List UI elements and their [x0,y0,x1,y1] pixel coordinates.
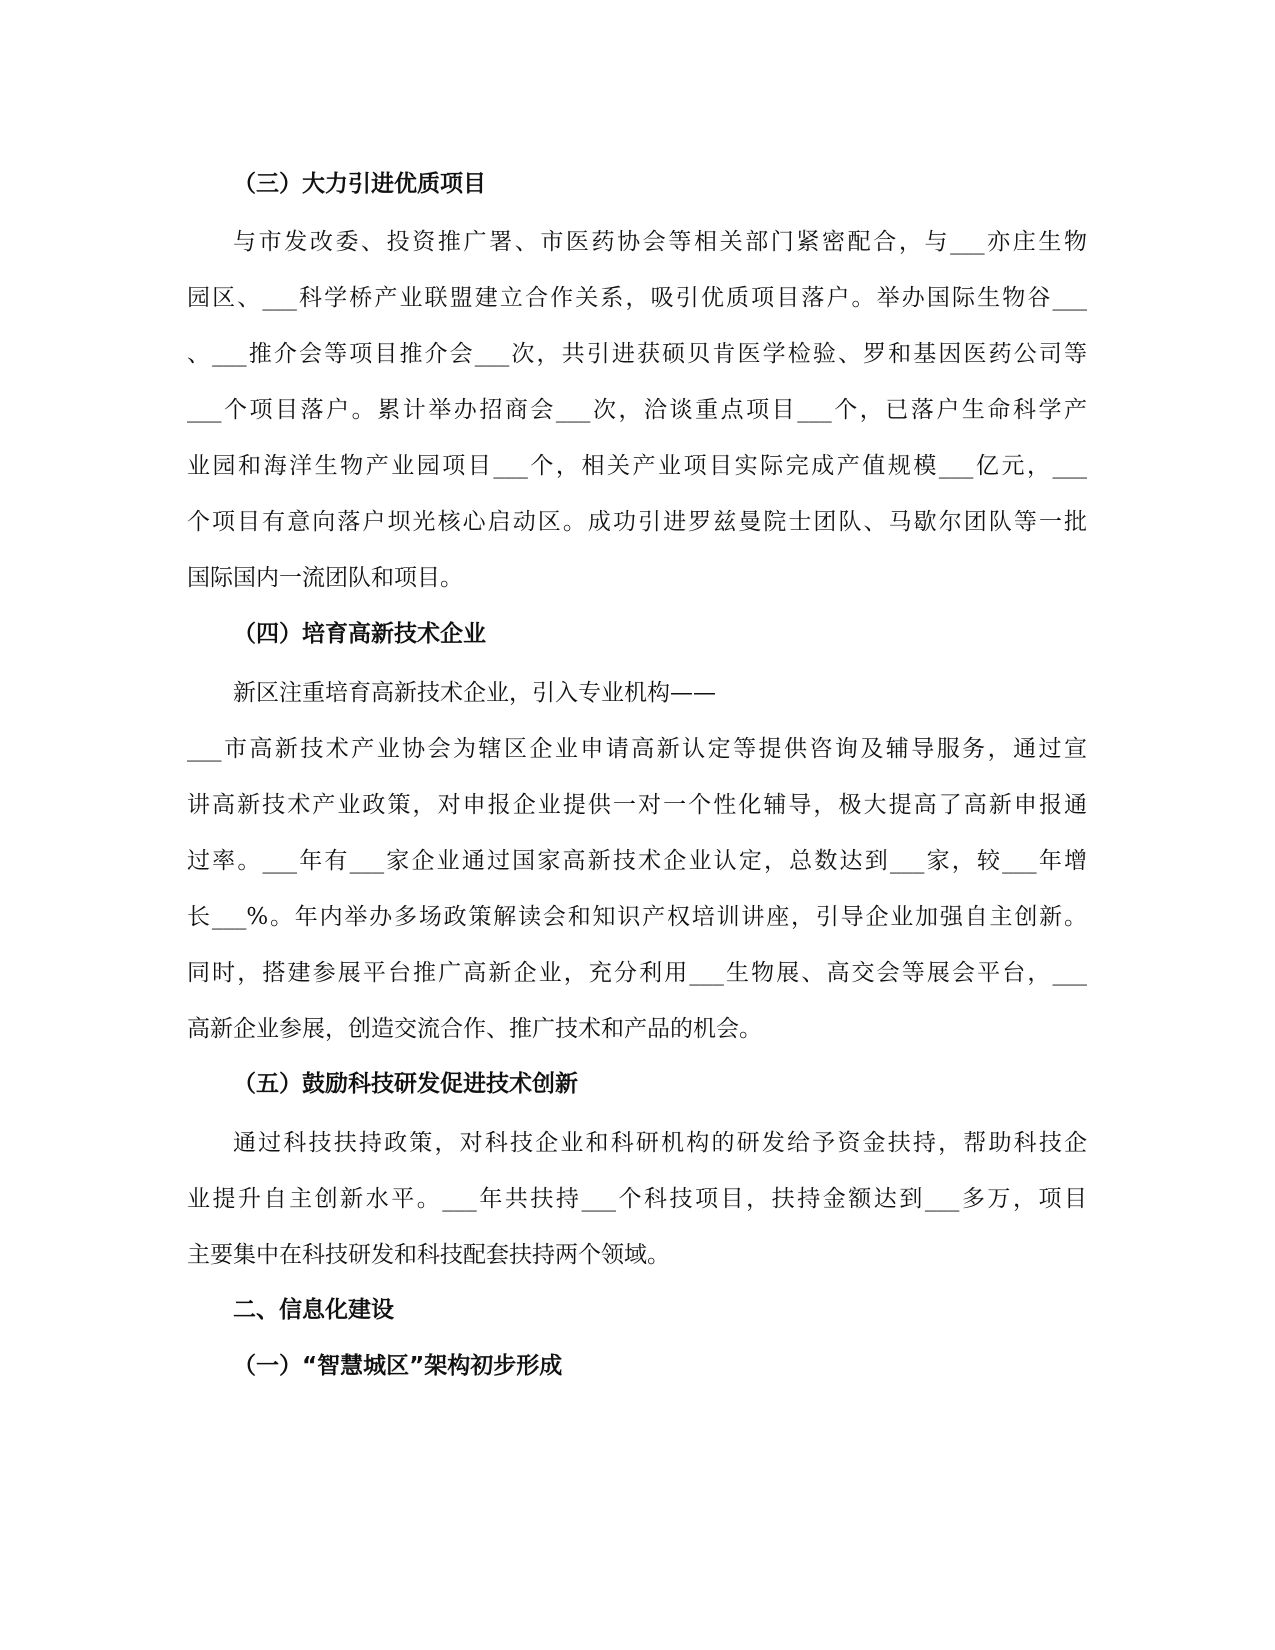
paragraph-line: ___个项目落户。累计举办招商会___次，洽谈重点项目___个，已落户生命科学产 [187,397,1087,423]
paragraph-line: 讲高新技术产业政策，对申报企业提供一对一个性化辅导，极大提高了高新申报通 [187,792,1087,818]
paragraph-line: 国际国内一流团队和项目。 [187,565,463,591]
paragraph-line: 园区、___科学桥产业联盟建立合作关系，吸引优质项目落户。举办国际生物谷___ [187,285,1087,311]
chapter-2 [187,1292,1087,1328]
chapter-heading: 二、信息化建设 [233,1297,394,1323]
paragraph-line: 主要集中在科技研发和科技配套扶持两个领域。 [187,1242,670,1268]
section-heading: （一）“智慧城区”架构初步形成 [233,1353,563,1379]
chapter-2-section-1 [187,1348,1087,1384]
section-5 [187,1066,1087,1102]
paragraph-line: 同时，搭建参展平台推广高新企业，充分利用___生物展、高交会等展会平台，___ [187,960,1087,986]
paragraph-line: ___市高新技术产业协会为辖区企业申请高新认定等提供咨询及辅导服务，通过宣 [187,736,1087,762]
paragraph-line: 过率。___年有___家企业通过国家高新技术企业认定，总数达到___家，较___年增 [187,848,1087,874]
section-3 [187,166,1087,202]
section-4 [187,616,1087,652]
paragraph-line: 个项目有意向落户坝光核心启动区。成功引进罗兹曼院士团队、马歇尔团队等一批 [187,509,1087,535]
section-4-body [187,665,1087,1057]
paragraph-line: 业园和海洋生物产业园项目___个，相关产业项目实际完成产值规模___亿元，___ [187,453,1087,479]
paragraph-line: 通过科技扶持政策，对科技企业和科研机构的研发给予资金扶持，帮助科技企 [233,1130,1087,1156]
section-3-body [187,214,1087,606]
paragraph-line: 长___%。年内举办多场政策解读会和知识产权培训讲座，引导企业加强自主创新。 [187,904,1087,930]
section-heading: （四）培育高新技术企业 [233,621,486,647]
paragraph-line: 高新企业参展，创造交流合作、推广技术和产品的机会。 [187,1016,762,1042]
section-heading: （三）大力引进优质项目 [233,171,486,197]
section-heading: （五）鼓励科技研发促进技术创新 [233,1071,578,1097]
paragraph-line: 新区注重培育高新技术企业，引入专业机构—— [233,680,716,706]
paragraph-line: 业提升自主创新水平。___年共扶持___个科技项目，扶持金额达到___多万，项目 [187,1186,1087,1212]
section-5-body [187,1115,1087,1283]
paragraph-line: 与市发改委、投资推广署、市医药协会等相关部门紧密配合，与___亦庄生物 [233,229,1087,255]
paragraph-line: 、___推介会等项目推介会___次，共引进获硕贝肯医学检验、罗和基因医药公司等 [187,341,1087,367]
